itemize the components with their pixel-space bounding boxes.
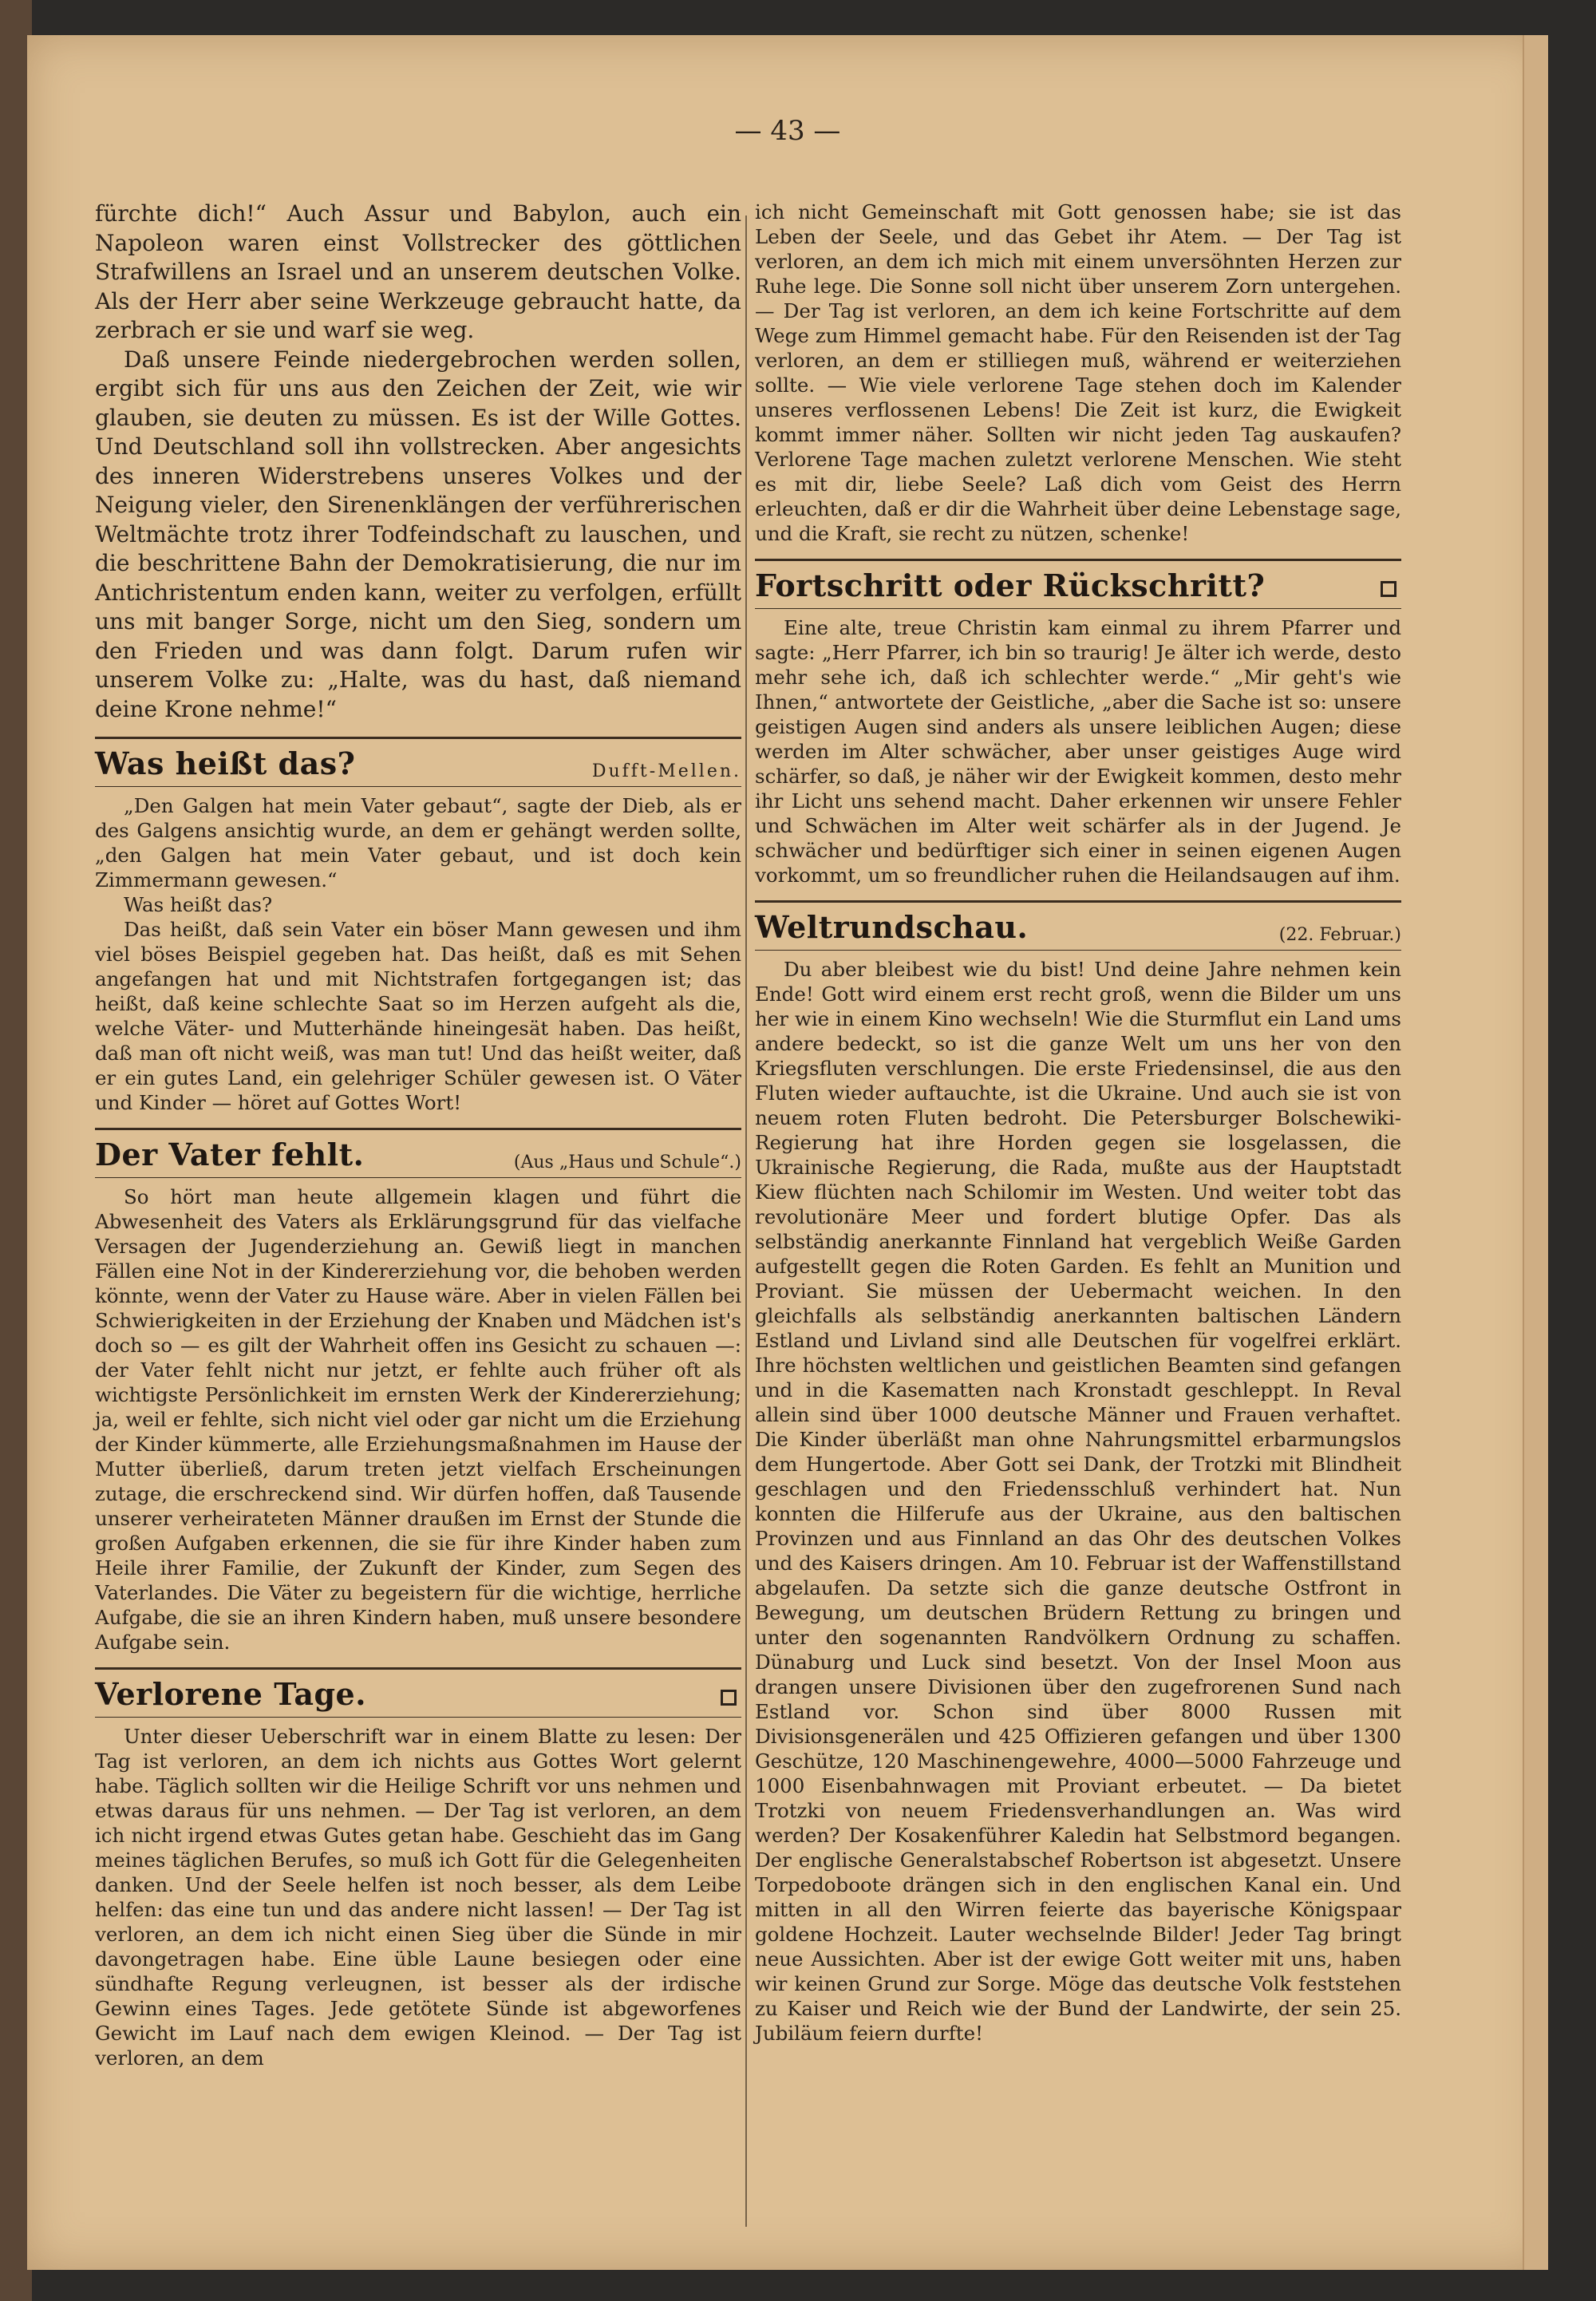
newspaper-page [27, 35, 1548, 2270]
section-title: Was heißt das? [95, 745, 356, 781]
column-divider [745, 215, 747, 2227]
page-spine-edge [1523, 35, 1548, 2270]
right-column [755, 200, 1401, 2046]
square-ornament-icon [1381, 581, 1396, 597]
article-continuation-paragraph: Daß unsere Feinde niedergebrochen werden sollen, ergibt sich für uns aus den Zeichen der Zeit, wie wir glauben, sie deuten zu müssen. Es ist der Wille Gottes. Und Deutschland soll ihn vollstrecken. Aber angesichts des inneren Widerstrebens unseres Volkes und der Neigung vieler, den Sirenenklängen der verführerischen Weltmächte trotz ihrer Todfeindschaft zu lauschen, und die beschrittene Bahn der Demokratisierung, die nur im Antichristentum enden kann, weiter zu verfolgen, erfüllt uns mit banger Sorge, nicht um den Sieg, sondern um den Frieden und was dann folgt. Darum rufen wir unserem Volke zu: „Halte, was du hast, daß niemand deine Krone nehme!“ [95, 346, 741, 722]
section-header-was-heisst-das [95, 737, 741, 787]
section-author: Dufft-Mellen. [591, 761, 741, 781]
section-source: (Aus „Haus und Schule“.) [513, 1152, 741, 1172]
paragraph: So hört man heute allgemein klagen und führt die Abwesenheit des Vaters als Erklärungsgrund für das vielfache Versagen der Jugenderziehung an. Gewiß liegt in manchen Fällen eine Not in der Kindererziehung vor, die behoben werden könnte, wenn der Vater zu Hause wäre. Aber in vielen Fällen bei Schwierigkeiten in der Erziehung der Knaben und Mädchen ist's doch so — es gilt der Wahrheit offen ins Gesicht zu schauen —: der Vater fehlt nicht nur jetzt, er fehlte auch früher oft als wichtigste Persönlichkeit im ernsten Werk der Kindererziehung; ja, weil er fehlte, sich nicht viel oder gar nicht um die Erziehung der Kinder kümmerte, alle Erziehungsmaßnahmen im Hause der Mutter überließ, darum treten jetzt vielfach Erscheinungen zutage, die erschreckend sind. Wir dürfen hoffen, daß Tausende unserer verheirateten Männer draußen im Ernst der Stunde die großen Aufgaben erkennen, die sie für ihre Kinder haben zum Heile ihrer Familie, der Zukunft der Kinder, zum Segen des Vaterlandes. Die Väter zu begeistern für die wichtige, herrliche Aufgabe, die sie an ihren Kindern haben, muß unsere besondere Aufgabe sein. [95, 1185, 741, 1654]
paragraph: Eine alte, treue Christin kam einmal zu ihrem Pfarrer und sagte: „Herr Pfarrer, ich bin so traurig! Je älter ich werde, desto mehr sehe ich, daß ich schlechter werde.“ „Mir geht's wie Ihnen,“ antwortete der Geistliche, „aber die Sache ist so: unsere geistigen Augen sind anders als unsere leiblichen Augen; diese werden im Alter schwächer, aber unser geistiges Auge wird schärfer, so daß, je näher wir der Ewigkeit kommen, desto mehr ihr Licht uns sehend macht. Daher erkennen wir unsere Fehler und Schwächen im Alter weit schärfer als in der Jugend. Je schwächer und bedürftiger sich einer in seinen eigenen Augen vorkommt, um so freundlicher ruhen die Heilandsaugen auf ihm. [755, 616, 1401, 887]
paragraph: Du aber bleibest wie du bist! Und deine Jahre nehmen kein Ende! Gott wird einem erst recht groß, wenn die Bilder um uns her wie in einem Kino wechseln! Wie die Sturmflut ein Land ums andere bedeckt, so ist die ganze Welt um uns her von den Kriegsfluten verschlungen. Die erste Friedensinsel, die aus den Fluten wieder auftauchte, ist die Ukraine. Und auch sie ist von neuem roten Fluten bedroht. Die Petersburger Bolschewiki-Regierung hat ihre Horden gegen sie losgelassen, die Ukrainische Regierung, die Rada, mußte aus der Hauptstadt Kiew flüchten nach Schilomir im Westen. Und weiter tobt das revolutionäre Meer und fordert blutige Opfer. Das als selbständig anerkannte Finnland hat vergeblich Weiße Garden aufgestellt gegen die Roten Garden. Es fehlt an Munition und Proviant. Sie müssen der Uebermacht weichen. In den gleichfalls als selbständig anerkannten baltischen Ländern Estland und Livland sind alle Deutschen für vogelfrei erklärt. Ihre höchsten weltlichen und geistlichen Beamten sind gefangen und in die Kasematten nach Kronstadt geschleppt. In Reval allein sind über 1000 deutsche Männer und Frauen verhaftet. Die Kinder überläßt man ohne Nahrungsmittel erbarmungslos dem Hungertode. Aber Gott sei Dank, der Trotzki mit Blindheit geschlagen und den Friedensschluß verhindert hat. Nun konnten die Hilferufe aus der Ukraine, aus den baltischen Provinzen und aus Finnland an das Ohr des deutschen Volkes und des Kaisers dringen. Am 10. Februar ist der Waffenstillstand abgelaufen. Da setzte sich die ganze deutsche Ostfront in Bewegung, um deutschen Brüdern Rettung zu bringen und unter den sogenannten Randvölkern Ordnung zu schaffen. Dünaburg und Luck sind besetzt. Von der Insel Moon aus drangen unsere Divisionen über den zugefrorenen Sund nach Estland vor. Schon sind über 8000 Russen mit Divisionsgenerälen und 425 Offizieren gefangen und über 1300 Geschütze, 120 Maschinengewehre, 4000—5000 Fahrzeuge und 1000 Eisenbahnwagen mit Proviant erbeutet. — Da bietet Trotzki von neuem Friedensverhandlungen an. Was wird werden? Der Kosakenführer Kaledin hat Selbstmord begangen. Der englische Generalstabschef Robertson ist abgesetzt. Unsere Torpedoboote drängen sich in den englischen Kanal ein. Und mitten in all den Wirren feierte das bayerische Königspaar goldene Hochzeit. Lauter wechselnde Bilder! Jeder Tag bringt neue Aussichten. Aber ist der ewige Gott weiter mit uns, haben wir keinen Grund zur Sorge. Möge das deutsche Volk feststehen zu Kaiser und Reich wie der Bund der Landwirte, der sein 25. Jubiläum feiern durfte! [755, 958, 1401, 2045]
section-header-weltrundschau [755, 900, 1401, 951]
section-header-der-vater-fehlt [95, 1128, 741, 1178]
paragraph: Was heißt das? [124, 893, 273, 916]
section-title: Fortschritt oder Rückschritt? [755, 567, 1266, 603]
page-number: — 43 — [734, 115, 841, 147]
article-continuation: ich nicht Gemeinschaft mit Gott genossen habe; sie ist das Leben der Seele, und das Gebet ihr Atem. — Der Tag ist verloren, an dem ich mich mit einem unversöhnten Herzen zur Ruhe lege. Die Sonne soll nicht über unserem Zorn untergehen. — Der Tag ist verloren, an dem ich keine Fortschritte auf dem Wege zum Himmel gemacht habe. Für den Reisenden ist der Tag verloren, an dem er stilliegen muß, während er weiterziehen sollte. — Wie viele verlorene Tage stehen doch im Kalender unseres verflossenen Lebens! Die Zeit ist kurz, die Ewigkeit kommt immer näher. Sollten wir nicht jeden Tag auskaufen? Verlorene Tage machen zuletzt verlorene Menschen. Wie steht es mit dir, liebe Seele? Laß dich vom Geist des Herrn erleuchten, daß er dir die Wahrheit über deine Lebenstage sage, und die Kraft, sie recht zu nützen, schenke! [755, 200, 1401, 545]
section-title: Weltrundschau. [755, 909, 1029, 945]
left-column [95, 200, 741, 2070]
section-header-fortschritt [755, 559, 1401, 609]
section-title: Der Vater fehlt. [95, 1137, 365, 1172]
paragraph: Das heißt, daß sein Vater ein böser Mann gewesen und ihm viel böses Beispiel gegeben hat. Das heißt, daß es mit Sehen angefangen hat und mit Nichtstrafen fortgegangen ist; das heißt, daß keine schlechte Saat so im Herzen aufgeht als die, welche Väter- und Mutterhände hineingesät haben. Das heißt, daß man oft nicht weiß, was man tut! Und das heißt weiter, daß er ein gutes Land, ein gelehriger Schüler gewesen ist. O Väter und Kinder — höret auf Gottes Wort! [95, 918, 741, 1114]
section-date: (22. Februar.) [1278, 925, 1401, 945]
paragraph: „Den Galgen hat mein Vater gebaut“, sagte der Dieb, als er des Galgens ansichtig wurde, an dem er gehängt werden sollte, „den Galgen hat mein Vater gebaut, und ist doch kein Zimmermann gewesen.“ [95, 794, 741, 892]
square-ornament-icon [721, 1690, 737, 1706]
article-continuation: fürchte dich!“ Auch Assur und Babylon, auch ein Napoleon waren einst Vollstrecker des göttlichen Strafwillens an Israel und an unserem deutschen Volke. Als der Herr aber seine Werkzeuge gebraucht hatte, da zerbrach er sie und warf sie weg. [95, 200, 741, 343]
section-header-verlorene-tage [95, 1667, 741, 1718]
paragraph: Unter dieser Ueberschrift war in einem Blatte zu lesen: Der Tag ist verloren, an dem ich nichts aus Gottes Wort gelernt habe. Täglich sollten wir die Heilige Schrift vor uns nehmen und etwas daraus für uns nehmen. — Der Tag ist verloren, an dem ich nicht irgend etwas Gutes getan habe. Geschieht das im Gang meines täglichen Berufes, so muß ich Gott für die Gelegenheiten danken. Und der Seele helfen ist noch besser, als dem Leibe helfen: das eine tun und das andere nicht lassen! — Der Tag ist verloren, an dem ich nicht einen Sieg über die Sünde in mir davongetragen habe. Eine üble Laune besiegen oder eine sündhafte Regung verleugnen, ist besser als der irdische Gewinn eines Tages. Jede getötete Sünde ist abgeworfenes Gewicht im Lauf nach dem ewigen Kleinod. — Der Tag ist verloren, an dem [95, 1725, 741, 2070]
section-title: Verlorene Tage. [95, 1676, 366, 1712]
